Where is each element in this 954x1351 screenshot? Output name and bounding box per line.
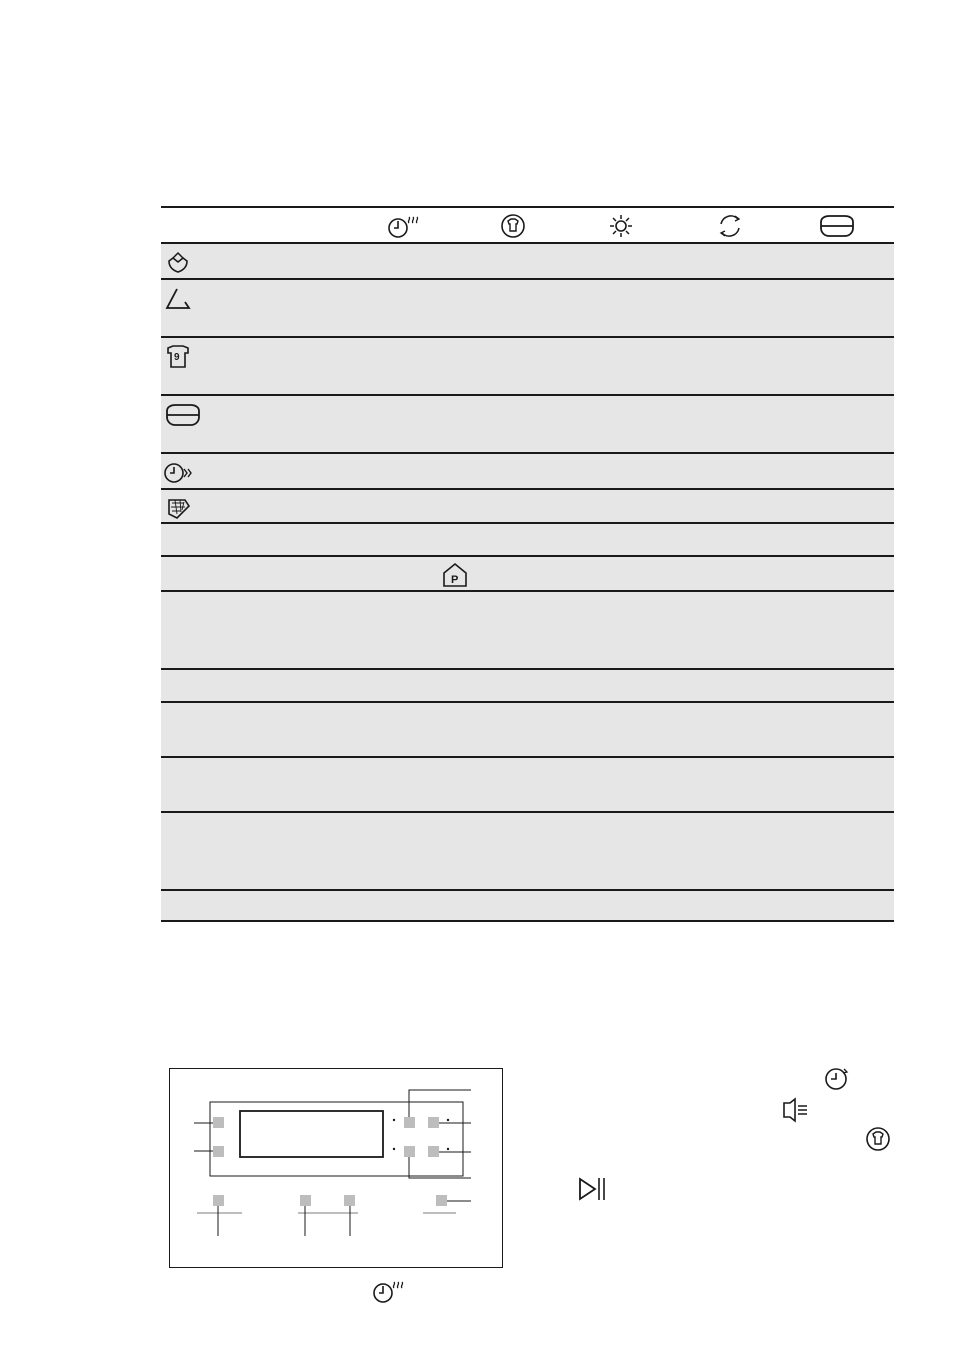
table-row <box>161 555 894 590</box>
table-row <box>161 488 894 522</box>
table-row <box>161 701 894 756</box>
table-header-row <box>161 206 894 242</box>
table-row <box>161 336 894 394</box>
table-row <box>161 811 894 889</box>
table-row <box>161 452 894 488</box>
table-row <box>161 394 894 452</box>
table-row <box>161 242 894 278</box>
svg-text:P: P <box>451 574 459 586</box>
play-pause-icon <box>576 1175 606 1203</box>
control-panel-diagram <box>169 1068 503 1268</box>
table-row <box>161 756 894 811</box>
clock-icon <box>822 1065 852 1093</box>
shirt-icon <box>496 212 530 240</box>
home-p-icon <box>440 561 470 589</box>
drum-icon <box>163 402 203 428</box>
net-bag-icon <box>163 496 193 522</box>
svg-text:9: 9 <box>174 352 180 363</box>
shirt-9-icon <box>163 344 193 370</box>
horn-icon <box>779 1096 809 1124</box>
table-row <box>161 889 894 922</box>
table-row <box>161 668 894 701</box>
bloom-icon <box>163 250 193 276</box>
drum-icon <box>817 212 857 240</box>
table-row <box>161 590 894 668</box>
rotate-icon <box>713 212 747 240</box>
programme-table <box>161 206 894 922</box>
clock-forward-icon <box>163 460 193 486</box>
table-row <box>161 278 894 336</box>
triangle-icon <box>163 286 193 312</box>
table-row <box>161 522 894 555</box>
sun-icon <box>604 212 638 240</box>
panel-steam-icon <box>371 1278 405 1306</box>
shirt-icon <box>863 1125 893 1153</box>
steam-icon <box>386 212 420 240</box>
